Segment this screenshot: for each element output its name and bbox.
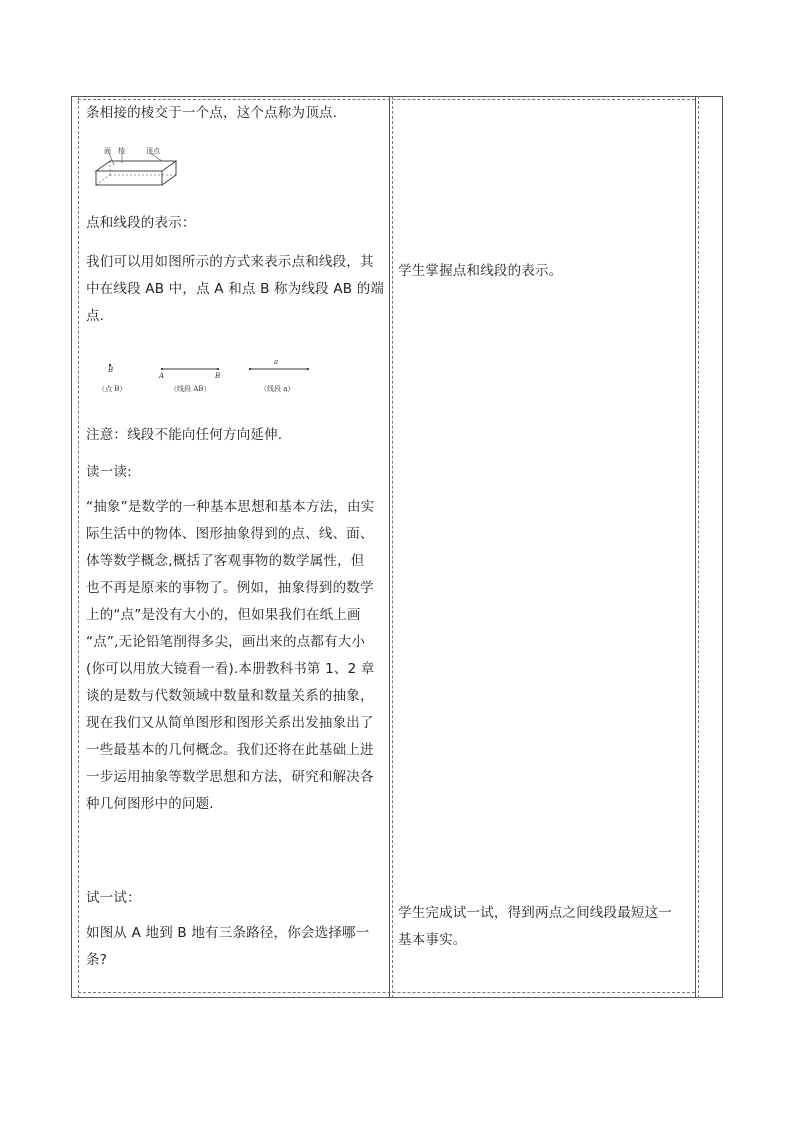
note-point-segment: 学生掌握点和线段的表示。 bbox=[398, 263, 563, 279]
box-figure bbox=[92, 145, 182, 191]
intro-line: 条相接的棱交于一个点，这个点称为顶点. bbox=[86, 105, 338, 121]
segment-ab-label-a: A bbox=[159, 372, 165, 380]
try-paragraph bbox=[86, 920, 386, 974]
paragraph-line: 学生完成试一试，得到两点之间线段最短这一 bbox=[398, 905, 672, 921]
paragraph-line: 一些最基本的几何概念。我们还将在此基础上进 bbox=[86, 742, 374, 758]
top-inner-border bbox=[78, 99, 695, 100]
paragraph-line: 基本事实。 bbox=[398, 932, 467, 948]
heading-read: 读一读: bbox=[86, 464, 132, 480]
segment-ab-label-b: B bbox=[215, 372, 221, 380]
right-column-divider-inner bbox=[698, 96, 699, 998]
point-caption: （点 B） bbox=[98, 385, 127, 393]
heading-try: 试一试： bbox=[86, 890, 141, 906]
heading-point-segment: 点和线段的表示： bbox=[86, 215, 196, 231]
paragraph-line: 体等数学概念,概括了客观事物的数学属性，但 bbox=[86, 553, 365, 569]
note-try bbox=[398, 900, 690, 954]
paragraph-line: 上的“点”是没有大小的，但如果我们在纸上画 bbox=[86, 607, 361, 623]
paragraph-line: 条? bbox=[86, 952, 108, 968]
paragraph-line: 也不再是原来的事物了。例如，抽象得到的数学 bbox=[86, 580, 374, 596]
paragraph-line: 谈的是数与代数领域中数量和数量关系的抽象， bbox=[86, 688, 374, 704]
note-line: 注意：线段不能向任何方向延伸. bbox=[86, 427, 283, 443]
point-segment-paragraph bbox=[86, 249, 386, 330]
column-divider-inner bbox=[392, 96, 393, 998]
column-divider bbox=[389, 96, 390, 998]
segment-a-caption: （线段 a） bbox=[260, 385, 295, 393]
paragraph-line: (你可以用放大镜看一看).本册教科书第 1、2 章 bbox=[86, 661, 375, 677]
paragraph-line: 点. bbox=[86, 308, 105, 324]
paragraph-line: 一步运用抽象等数学思想和方法，研究和解决各 bbox=[86, 769, 374, 785]
bottom-inner-border bbox=[78, 992, 695, 993]
point-label-b: B bbox=[108, 366, 114, 374]
paragraph-line: 中在线段 AB 中，点 A 和点 B 称为线段 AB 的端 bbox=[86, 281, 385, 297]
paragraph-line: 如图从 A 地到 B 地有三条路径，你会选择哪一 bbox=[86, 925, 370, 941]
read-paragraph bbox=[86, 494, 386, 818]
paragraph-line: 种几何图形中的问题. bbox=[86, 796, 214, 812]
paragraph-line: “点”,无论铅笔削得多尖，画出来的点都有大小 bbox=[86, 634, 366, 650]
segment-ab-caption: （线段 AB） bbox=[170, 385, 211, 393]
right-column-divider bbox=[695, 96, 696, 998]
box-label-edge: 棱 bbox=[118, 147, 125, 155]
segment-a-label: a bbox=[274, 358, 279, 366]
paragraph-line: 我们可以用如图所示的方式来表示点和线段，其 bbox=[86, 254, 374, 270]
paragraph-line: 际生活中的物体、图形抽象得到的点、线、面、 bbox=[86, 526, 374, 542]
paragraph-line: 现在我们又从简单图形和图形关系出发抽象出了 bbox=[86, 715, 374, 731]
segment-figure bbox=[92, 358, 322, 398]
left-inner-border bbox=[78, 96, 79, 998]
box-label-vertex: 顶点 bbox=[146, 147, 160, 155]
box-label-face: 面 bbox=[104, 147, 111, 155]
paragraph-line: “抽象”是数学的一种基本思想和基本方法，由实 bbox=[86, 499, 375, 515]
